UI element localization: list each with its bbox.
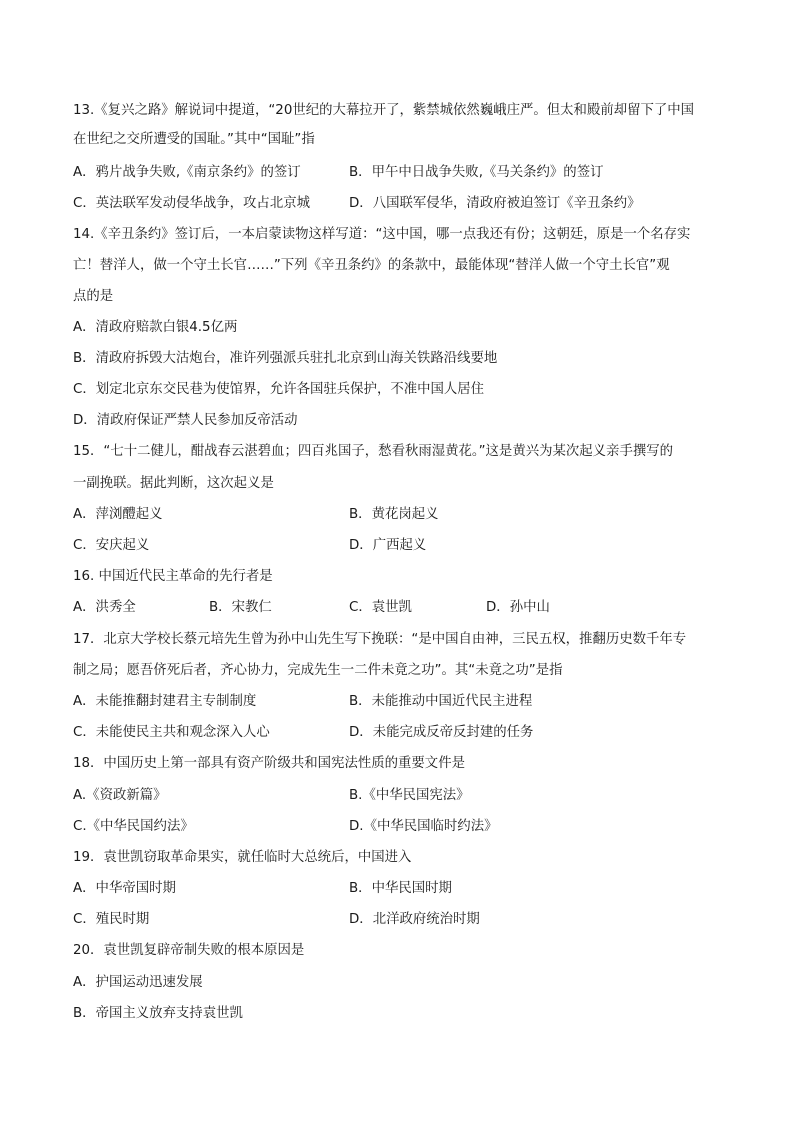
- question-19-option-c: C．殖民时期: [73, 912, 150, 927]
- question-13-option-b: B．甲午中日战争失败,《马关条约》的签订: [349, 165, 604, 180]
- question-16-option-a: A．洪秀全: [73, 600, 136, 615]
- question-13-stem-line-1: 13.《复兴之路》解说词中提道，“20世纪的大幕拉开了，紫禁城依然巍峨庄严。但太和殿前却留下了中国: [73, 103, 695, 118]
- question-14-option-d: D．清政府保证严禁人民参加反帝活动: [73, 413, 298, 428]
- question-14-stem-line-3: 点的是: [73, 289, 114, 304]
- question-19-option-a: A．中华帝国时期: [73, 881, 176, 896]
- question-14-stem-line-2: 亡！替洋人，做一个守土长官……”下列《辛丑条约》的条款中，最能体现“替洋人做一个守土长官”观: [73, 258, 670, 273]
- question-19-option-d: D．北洋政府统治时期: [349, 912, 480, 927]
- question-15-option-c: C．安庆起义: [73, 538, 150, 553]
- question-17-stem-line-2: 制之局；愿吾侪死后者，齐心协力，完成先生一二件未竟之功”。其“未竟之功”是指: [73, 663, 563, 678]
- question-15-stem-line-1: 15．“七十二健儿，酣战春云湛碧血；四百兆国子，愁看秋雨湿黄花。”这是黄兴为某次起义亲手撰写的: [73, 444, 674, 459]
- question-15-option-a: A．萍浏醴起义: [73, 507, 163, 522]
- question-16-option-b: B．宋教仁: [209, 600, 272, 615]
- question-17-option-b: B．未能推动中国近代民主进程: [349, 694, 533, 709]
- question-13-stem-line-2: 在世纪之交所遭受的国耻。”其中“国耻”指: [73, 132, 315, 147]
- question-17-option-d: D．未能完成反帝反封建的任务: [349, 725, 534, 740]
- question-17-option-c: C．未能使民主共和观念深入人心: [73, 725, 270, 740]
- question-16-option-c: C．袁世凯: [349, 600, 412, 615]
- question-14-option-a: A．清政府赔款白银4.5亿两: [73, 320, 238, 335]
- question-15-option-d: D．广西起义: [349, 538, 427, 553]
- question-17-option-a: A．未能推翻封建君主专制制度: [73, 694, 257, 709]
- question-20-option-a: A．护国运动迅速发展: [73, 975, 203, 990]
- question-13-option-c: C．英法联军发动侵华战争，攻占北京城: [73, 196, 310, 211]
- question-20-option-b: B．帝国主义放弃支持袁世凯: [73, 1006, 243, 1021]
- question-20-stem: 20．袁世凯复辟帝制失败的根本原因是: [73, 943, 305, 958]
- question-15-stem-line-2: 一副挽联。据此判断，这次起义是: [73, 476, 274, 491]
- question-18-option-d: D.《中华民国临时约法》: [349, 819, 498, 834]
- question-19-stem: 19．袁世凯窃取革命果实，就任临时大总统后，中国进入: [73, 850, 412, 865]
- question-18-option-a: A.《资政新篇》: [73, 788, 167, 803]
- question-18-option-b: B.《中华民国宪法》: [349, 788, 470, 803]
- question-16-stem: 16. 中国近代民主革命的先行者是: [73, 569, 273, 584]
- question-18-option-c: C.《中华民国约法》: [73, 819, 194, 834]
- question-14-option-b: B．清政府拆毁大沽炮台，准许列强派兵驻扎北京到山海关铁路沿线要地: [73, 351, 498, 366]
- question-19-option-b: B．中华民国时期: [349, 881, 452, 896]
- question-18-stem: 18．中国历史上第一部具有资产阶级共和国宪法性质的重要文件是: [73, 756, 465, 771]
- question-15-option-b: B．黄花岗起义: [349, 507, 439, 522]
- question-13-option-a: A．鸦片战争失败,《南京条约》的签订: [73, 165, 301, 180]
- question-14-stem-line-1: 14.《辛丑条约》签订后，一本启蒙读物这样写道：“这中国，哪一点我还有份；这朝廷，原是一个名存实: [73, 227, 691, 242]
- question-14-option-c: C．划定北京东交民巷为使馆界，允许各国驻兵保护，不准中国人居住: [73, 382, 485, 397]
- question-16-option-d: D．孙中山: [486, 600, 550, 615]
- question-17-stem-line-1: 17．北京大学校长蔡元培先生曾为孙中山先生写下挽联：“是中国自由神，三民五权，推翻历史数千年专: [73, 632, 687, 647]
- question-13-option-d: D．八国联军侵华，清政府被迫签订《辛丑条约》: [349, 196, 641, 211]
